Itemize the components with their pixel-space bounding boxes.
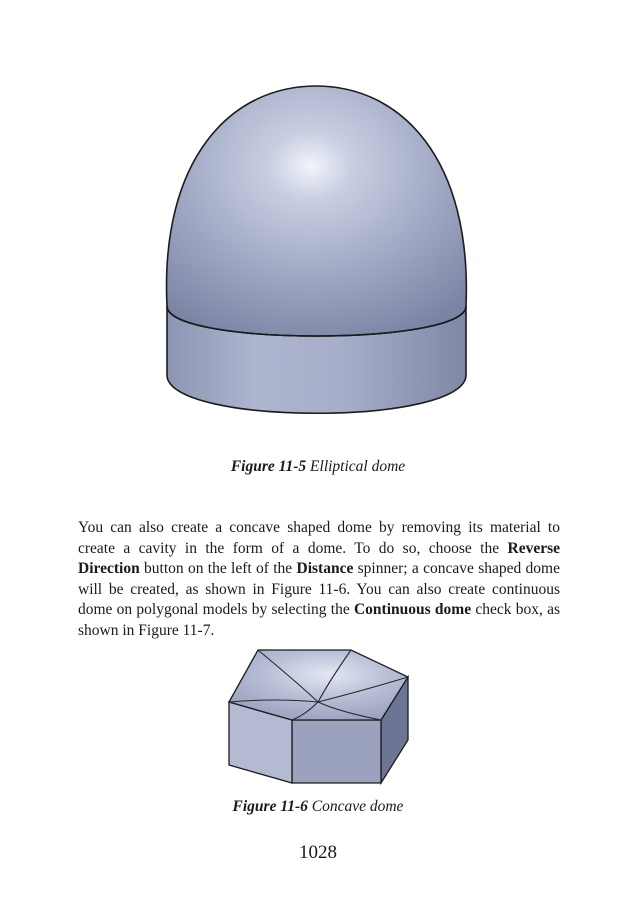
figure-11-6-caption xyxy=(0,798,636,816)
figure-11-5-label: Figure 11-5 xyxy=(230,458,307,475)
paragraph-text-2: button on the left of the xyxy=(139,560,297,577)
concave-dome-figure xyxy=(0,640,636,800)
concave-dome-image xyxy=(0,640,636,800)
distance-term: Distance xyxy=(296,560,354,577)
elliptical-dome-figure xyxy=(0,70,636,460)
paragraph-text-4: check box, as shown in Figure 11-7. xyxy=(78,601,560,639)
page-number: 1028 xyxy=(299,842,337,863)
continuous-dome-term: Continuous dome xyxy=(353,601,472,618)
paragraph-text-1: You can also create a concave shaped dome by removing its material to create a cavity in the form of a dome. To do so, choose the xyxy=(78,519,560,557)
figure-11-5-caption xyxy=(0,458,636,476)
figure-11-5-title: Elliptical dome xyxy=(310,458,406,475)
paragraph-text-3: spinner; a concave shaped dome will be created, as shown in Figure 11-6. You can also create continuous dome on polygonal models by selecting the xyxy=(78,560,560,618)
figure-11-6-title: Concave dome xyxy=(311,798,404,815)
reverse-direction-term: Reverse Direction xyxy=(78,539,560,577)
elliptical-dome-image xyxy=(0,70,636,460)
figure-11-6-label: Figure 11-6 xyxy=(232,798,308,815)
body-paragraph xyxy=(78,518,560,641)
